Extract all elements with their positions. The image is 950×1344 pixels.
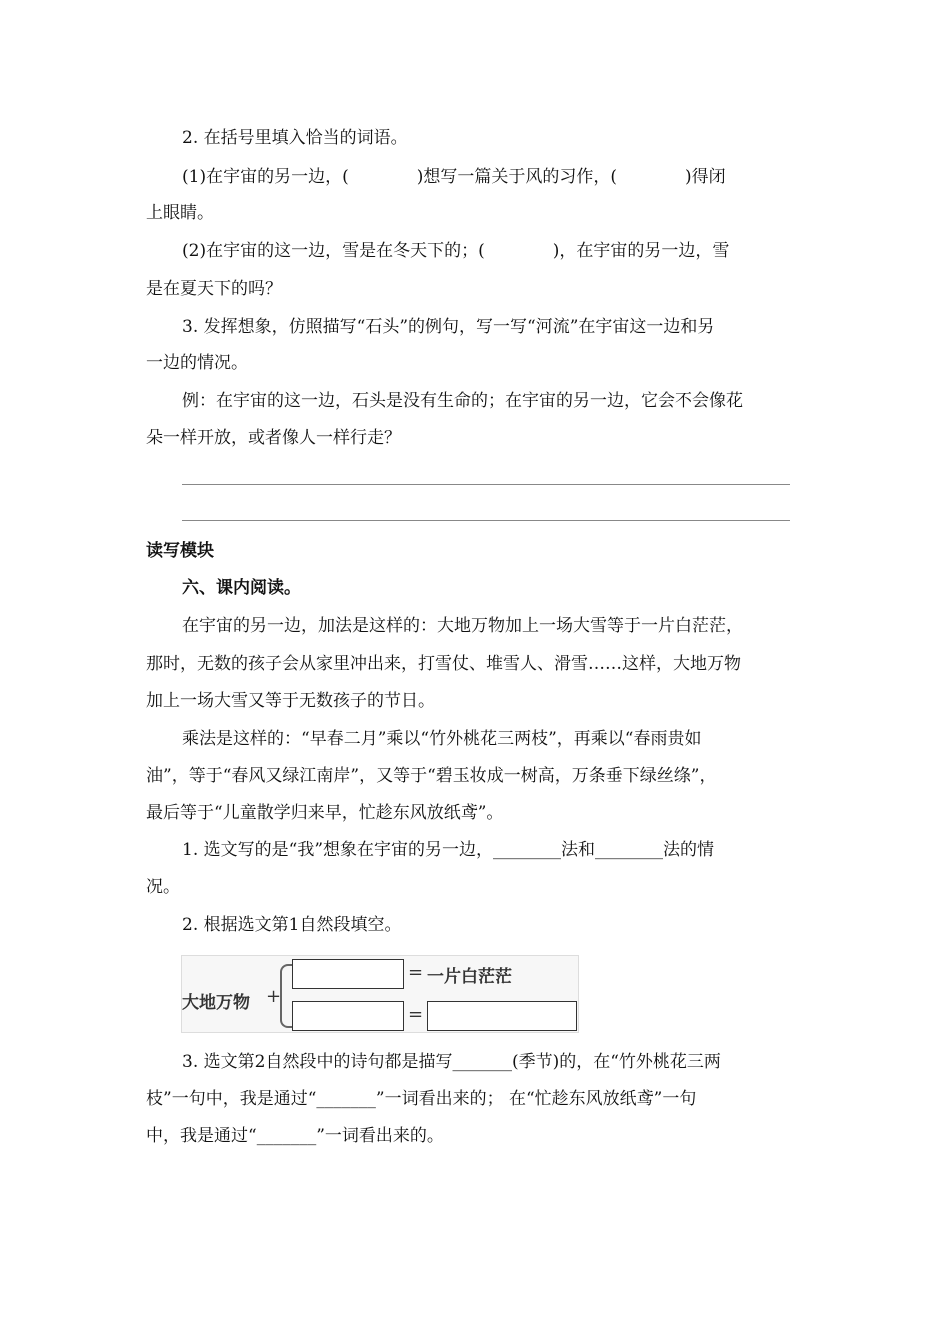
q2-item2-line1: (2)在宇宙的这一边，雪是在冬天下的；( )，在宇宙的另一边，雪 [182, 241, 730, 261]
q3-example-line1: 例：在宇宙的这一边，石头是没有生命的；在宇宙的另一边，它会不会像花 [182, 391, 743, 411]
figure-left-label: 大地万物 [182, 993, 250, 1013]
figure-result: 一片白茫茫 [427, 967, 512, 987]
reading-q2-title: 2. 根据选文第1自然段填空。 [182, 915, 402, 935]
q2-item1-line2: 上眼睛。 [146, 203, 214, 223]
passage-p2-line2: 油”，等于“春风又绿江南岸”，又等于“碧玉妆成一树高，万条垂下绿丝绦”， [146, 766, 717, 786]
q3-title-line1: 3. 发挥想象，仿照描写“石头”的例句，写一写“河流”在宇宙这一边和另 [182, 317, 715, 337]
figure-box-bottom-left[interactable] [292, 1001, 404, 1031]
q2-item2-line2: 是在夏天下的吗？ [146, 279, 282, 299]
q2-title: 2. 在括号里填入恰当的词语。 [182, 128, 408, 148]
answer-line-2[interactable] [182, 520, 790, 521]
fill-figure [181, 955, 579, 1033]
reading-q3-line3: 中，我是通过“_______”一词看出来的。 [146, 1126, 444, 1146]
reading-q1-line2: 况。 [146, 877, 180, 897]
figure-eq-top: = [408, 962, 424, 983]
answer-line-1[interactable] [182, 484, 790, 485]
q2-item1-line1: (1)在宇宙的另一边，( )想写一篇关于风的习作，( )得闭 [182, 167, 726, 187]
figure-eq-bottom: = [408, 1004, 424, 1025]
passage-p2-line1: 乘法是这样的：“早春二月”乘以“竹外桃花三两枝”，再乘以“春雨贵如 [182, 729, 702, 749]
reading-q3-line2: 枝”一句中，我是通过“_______”一词看出来的； 在“忙趁东风放纸鸢”一句 [146, 1089, 697, 1109]
passage-p1-line3: 加上一场大雪又等于无数孩子的节日。 [146, 691, 435, 711]
reading-q3-line1: 3. 选文第2自然段中的诗句都是描写_______(季节)的，在“竹外桃花三两 [182, 1052, 721, 1072]
q3-example-line2: 朵一样开放，或者像人一样行走？ [146, 428, 401, 448]
passage-p1-line2: 那时，无数的孩子会从家里冲出来，打雪仗、堆雪人、滑雪……这样，大地万物 [146, 654, 741, 674]
figure-box-top[interactable] [292, 959, 404, 989]
q3-title-line2: 一边的情况。 [146, 353, 248, 373]
passage-p1-line1: 在宇宙的另一边，加法是这样的：大地万物加上一场大雪等于一片白茫茫， [182, 616, 743, 636]
figure-brace [280, 964, 292, 1028]
passage-p2-line3: 最后等于“儿童散学归来早，忙趁东风放纸鸢”。 [146, 803, 504, 823]
module-title: 读写模块 [146, 541, 214, 561]
figure-plus: + [266, 986, 282, 1007]
reading-q1-line1: 1. 选文写的是“我”想象在宇宙的另一边，________法和________法的情 [182, 840, 715, 860]
figure-box-bottom-right[interactable] [427, 1001, 577, 1031]
section-title: 六、课内阅读。 [182, 578, 301, 598]
